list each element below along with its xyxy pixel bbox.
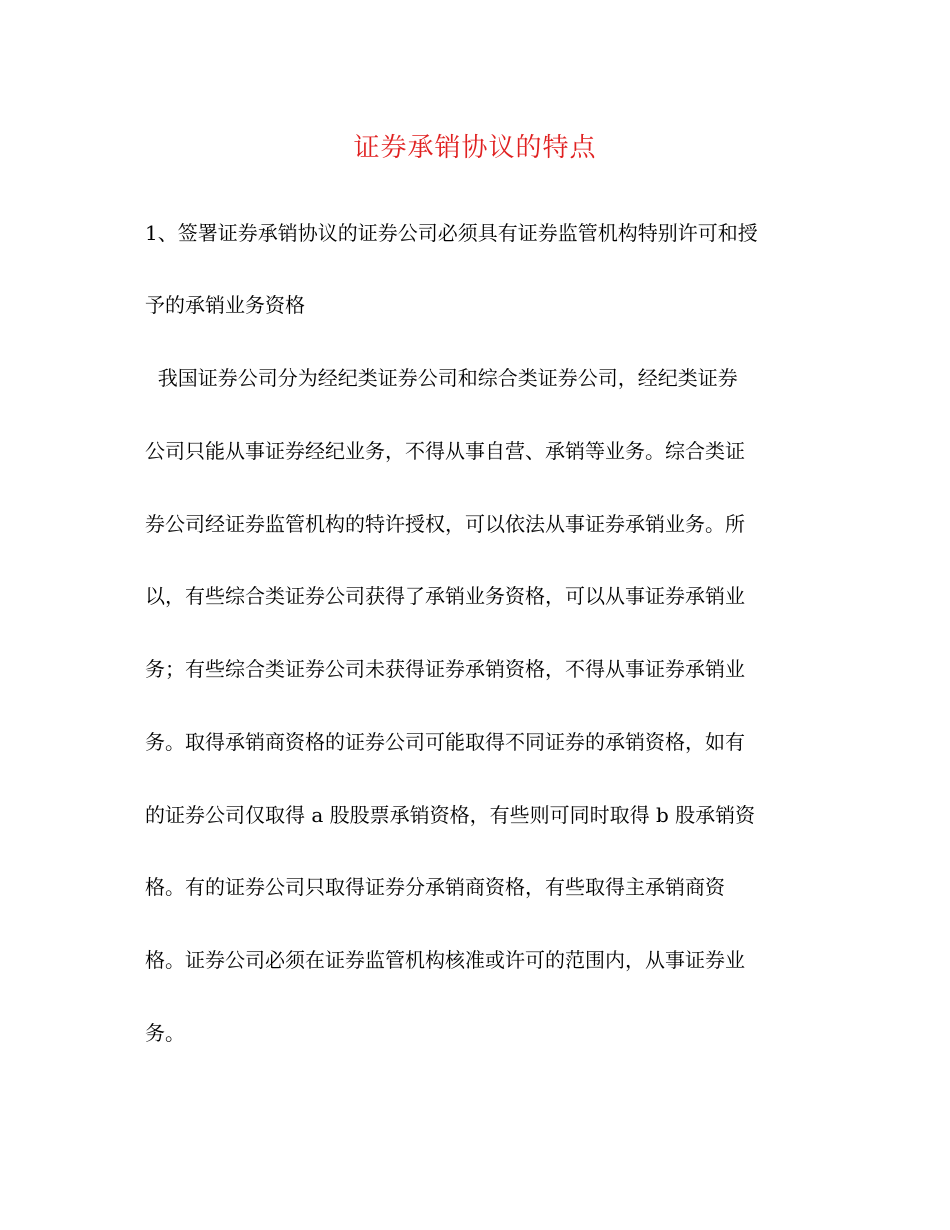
text-line: 券公司经证券监管机构的特许授权，可以依法从事证券承销业务。所 (145, 512, 745, 536)
text-line: 以，有些综合类证券公司获得了承销业务资格，可以从事证券承销业 (145, 584, 745, 608)
document-title: 证券承销协议的特点 (353, 133, 597, 163)
text-line: 务。取得承销商资格的证券公司可能取得不同证券的承销资格，如有 (145, 730, 745, 754)
text-line: 务；有些综合类证券公司未获得证券承销资格，不得从事证券承销业 (145, 657, 745, 681)
text-line: 格。证券公司必须在证券监管机构核准或许可的范围内，从事证券业 (145, 948, 745, 972)
text-line: 予的承销业务资格 (145, 293, 305, 317)
text-line: 格。有的证券公司只取得证券分承销商资格，有些取得主承销商资 (145, 875, 725, 899)
text-line: 1、签署证券承销协议的证券公司必须具有证券监管机构特别许可和授 (145, 221, 758, 245)
text-line: 务。 (145, 1021, 185, 1045)
text-line: 公司只能从事证券经纪业务，不得从事自营、承销等业务。综合类证 (145, 439, 745, 463)
text-line: 我国证券公司分为经纪类证券公司和综合类证券公司，经纪类证券 (145, 366, 738, 390)
text-line: 的证券公司仅取得 a 股股票承销资格，有些则可同时取得 b 股承销资 (145, 803, 756, 827)
